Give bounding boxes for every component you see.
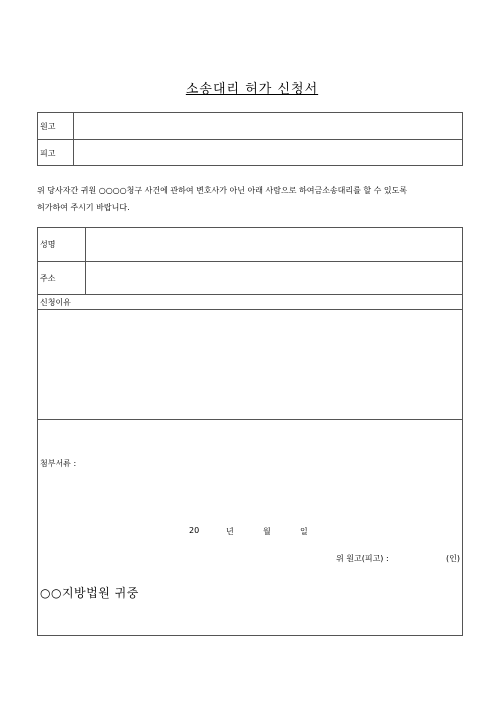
name-label: 성명: [38, 228, 86, 261]
date-day-label: 일: [300, 527, 308, 536]
reason-body-row: [38, 310, 462, 420]
plaintiff-row: [38, 113, 462, 140]
date-year-label: 년: [226, 527, 234, 536]
statement-line-2: 허가하여 주시기 바랍니다.: [37, 203, 130, 212]
date-month-label: 월: [263, 527, 271, 536]
seal-label: (인): [446, 554, 460, 563]
reason-label: 신청이유: [40, 298, 71, 307]
address-row: [38, 262, 462, 295]
defendant-row: [38, 140, 462, 166]
document-title: 소송대리 허가 신청서: [185, 82, 319, 97]
statement-line-1: 위 당사자간 귀원 ○○○○청구 사건에 관하여 변호사가 아닌 아래 사람으로 하여금소송대리를 할 수 있도록: [37, 186, 408, 195]
statement-paragraph: [37, 182, 467, 216]
signature-label: 위 원고(피고) :: [336, 554, 389, 563]
parties-table: [37, 112, 463, 166]
attachments-label: 첨부서류 :: [40, 459, 77, 468]
address-label: 주소: [38, 262, 86, 294]
defendant-label: 피고: [38, 140, 74, 166]
plaintiff-label: 원고: [38, 113, 74, 139]
court-addressee: ○○지방법원 귀중: [40, 586, 139, 600]
date-year-prefix: 20: [189, 526, 200, 535]
agent-form-table: [37, 227, 463, 636]
reason-header-row: [38, 295, 462, 310]
name-row: [38, 228, 462, 262]
